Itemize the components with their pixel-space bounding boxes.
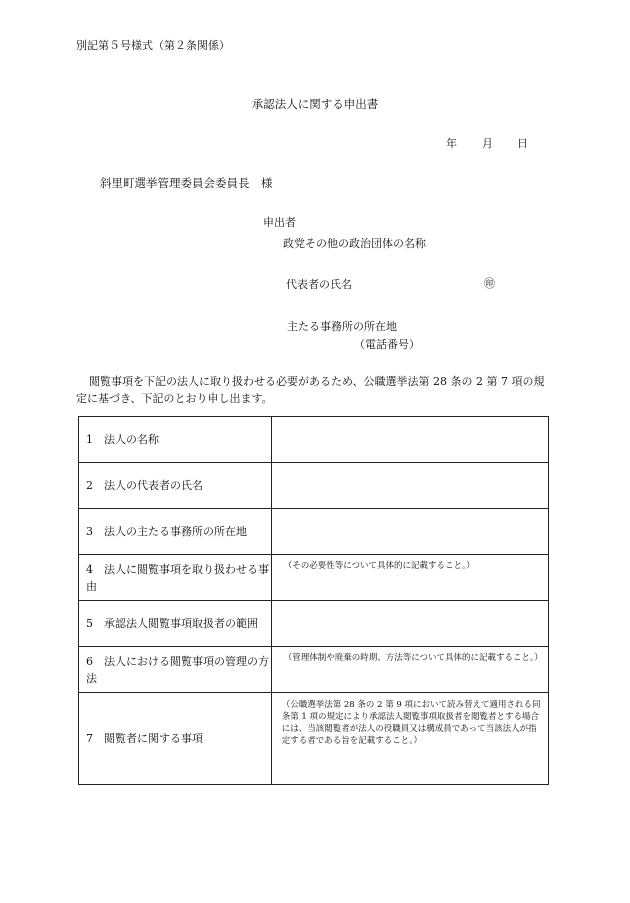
- item-label: 7 閲覧者に関する事項: [79, 693, 272, 785]
- item-value: [271, 647, 548, 693]
- item-value: [271, 693, 548, 785]
- representative-name-label: 代表者の氏名: [286, 278, 352, 291]
- item-label: 5 承認法人閲覧事項取扱者の範囲: [79, 601, 272, 647]
- addressee: 斜里町選挙管理委員会委員長 様: [100, 176, 273, 190]
- item-value: [271, 601, 548, 647]
- table-row: [79, 417, 549, 463]
- table-row: [79, 693, 549, 785]
- table-row: [79, 463, 549, 509]
- item-note: （公職選挙法第 28 条の 2 第 9 項において読み替えて適用される同条第 1 項の規定により承認法人閲覧事項取扱者を閲覧者とする場合には、当該閲覧者が法人の役職員又は構成員であって当該法人が指定する者である旨を記載すること。）: [281, 700, 541, 746]
- item-value: [271, 509, 548, 555]
- document-title: 承認法人に関する申出書: [251, 97, 379, 111]
- statement: 閲覧事項を下記の法人に取り扱わせる必要があるため、公職選挙法第 28 条の 2 第 7 項の規定に基づき、下記のとおり申し出ます。: [76, 375, 545, 405]
- party-name-label: 政党その他の政治団体の名称: [283, 237, 426, 250]
- table-row: [79, 647, 549, 693]
- item-value: [271, 417, 548, 463]
- table-row: [79, 555, 549, 601]
- date-month: 月: [482, 137, 493, 150]
- items-table: [78, 416, 549, 785]
- applicant-label: 申出者: [263, 216, 296, 229]
- date-year: 年: [446, 137, 457, 150]
- item-label: 1 法人の名称: [79, 417, 272, 463]
- item-label: 3 法人の主たる事務所の所在地: [79, 509, 272, 555]
- item-value: [271, 463, 548, 509]
- date-day: 日: [517, 137, 528, 150]
- form-id: 別記第５号様式（第２条関係）: [76, 39, 230, 52]
- item-label: 2 法人の代表者の氏名: [79, 463, 272, 509]
- office-address-label: 主たる事務所の所在地: [287, 320, 397, 333]
- item-note: （管理体制や廃棄の時期、方法等について具体的に記載すること。）: [283, 653, 543, 663]
- item-label: 4 法人に閲覧事項を取り扱わせる事由: [79, 555, 272, 601]
- item-value: [271, 555, 548, 601]
- item-label: 6 法人における閲覧事項の管理の方法: [79, 647, 272, 693]
- seal-mark: ㊞: [484, 277, 495, 290]
- phone-label: （電話番号）: [354, 338, 420, 351]
- table-row: [79, 509, 549, 555]
- table-row: [79, 601, 549, 647]
- item-note: （その必要性等について具体的に記載すること。）: [283, 561, 475, 571]
